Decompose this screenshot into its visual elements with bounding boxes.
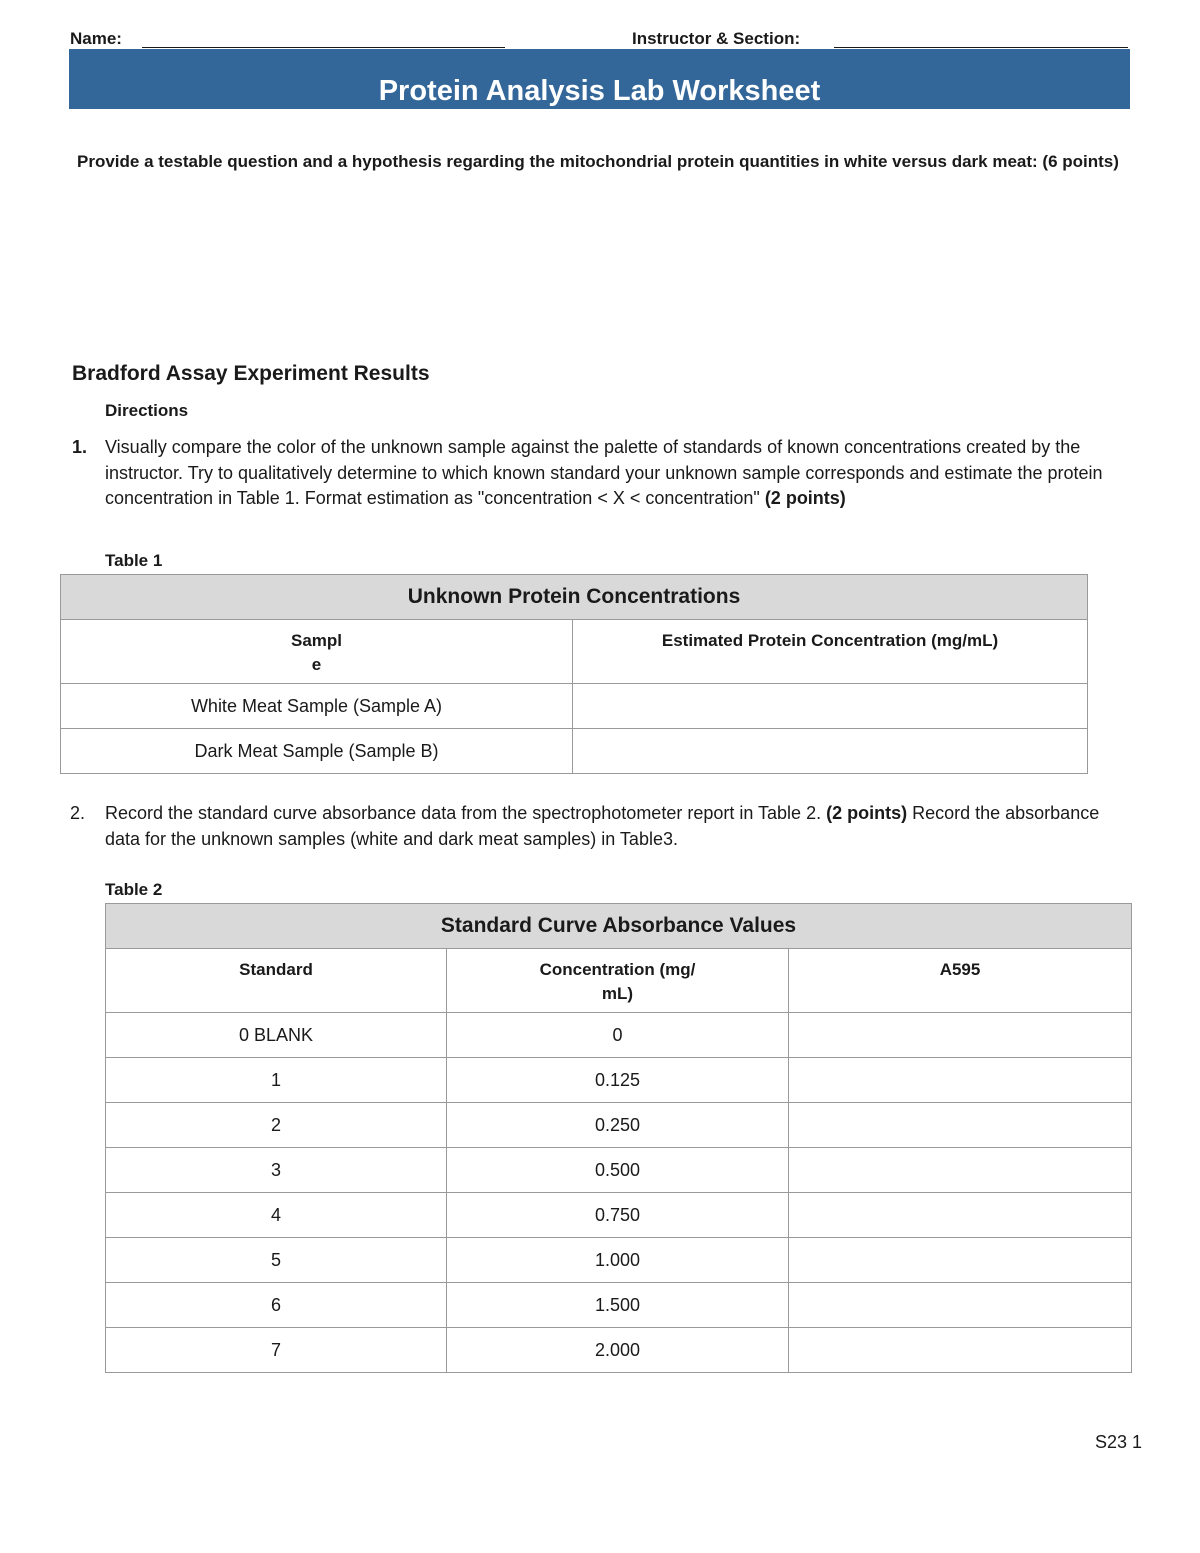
estimate-input-cell[interactable] <box>573 729 1088 774</box>
section-title: Bradford Assay Experiment Results <box>72 362 430 385</box>
table-row <box>106 1148 1132 1193</box>
concentration-cell: 2.000 <box>447 1328 789 1373</box>
page-number: S23 1 <box>1094 1432 1142 1452</box>
concentration-cell: 0.250 <box>447 1103 789 1148</box>
item-1-text <box>105 435 1115 512</box>
concentration-cell: 1.500 <box>447 1283 789 1328</box>
table-row <box>106 1283 1132 1328</box>
table-2-label: Table 2 <box>105 880 163 899</box>
table-row <box>106 1058 1132 1103</box>
concentration-cell: 0.500 <box>447 1148 789 1193</box>
standard-cell: 3 <box>106 1148 447 1193</box>
a595-input-cell[interactable] <box>789 1283 1132 1328</box>
name-label: Name: <box>70 29 122 48</box>
item-1-body: Visually compare the color of the unknown sample against the palette of standards of known concentrations created by the instructor. Try to qualitatively determine to which known standard your unknown sample corresponds and estimate the protein concentration in Table 1. Format estimation as "concentration < X < concentration" <box>105 437 1103 508</box>
table-1 <box>60 574 1088 774</box>
table-row <box>61 729 1088 774</box>
standard-cell: 2 <box>106 1103 447 1148</box>
standard-cell: 4 <box>106 1193 447 1238</box>
a595-input-cell[interactable] <box>789 1013 1132 1058</box>
concentration-cell: 1.000 <box>447 1238 789 1283</box>
table-2-title: Standard Curve Absorbance Values <box>106 904 1132 949</box>
name-field[interactable] <box>142 47 505 48</box>
table-2-header-a595: A595 <box>789 949 1132 1013</box>
standard-cell: 6 <box>106 1283 447 1328</box>
estimate-input-cell[interactable] <box>573 684 1088 729</box>
item-2-body-b: Record the absorbance data for the unknown samples (white and dark meat samples) in Table3. <box>105 803 1100 849</box>
a595-input-cell[interactable] <box>789 1058 1132 1103</box>
standard-cell: 5 <box>106 1238 447 1283</box>
table-row <box>106 1328 1132 1373</box>
item-1-number: 1. <box>72 437 88 457</box>
hypothesis-prompt: Provide a testable question and a hypothesis regarding the mitochondrial protein quantities in white versus dark meat: (6 points) <box>77 152 1119 171</box>
item-1-points: (2 points) <box>764 488 846 508</box>
item-2-points: (2 points) <box>826 803 908 823</box>
a595-input-cell[interactable] <box>789 1238 1132 1283</box>
table-1-header-sample: Sampl e <box>61 620 573 684</box>
item-2-body-a: Record the standard curve absorbance data from the spectrophotometer report in Table 2. <box>105 803 827 823</box>
directions-heading: Directions <box>105 401 189 420</box>
table-2-header-concentration: Concentration (mg/ mL) <box>447 949 789 1013</box>
table-1-title: Unknown Protein Concentrations <box>61 575 1088 620</box>
concentration-cell: 0 <box>447 1013 789 1058</box>
concentration-cell: 0.750 <box>447 1193 789 1238</box>
table-2-header-standard: Standard <box>106 949 447 1013</box>
table-1-label: Table 1 <box>105 551 163 570</box>
table-1-header-estimate: Estimated Protein Concentration (mg/mL) <box>573 620 1088 684</box>
a595-input-cell[interactable] <box>789 1148 1132 1193</box>
table-row <box>61 684 1088 729</box>
concentration-cell: 0.125 <box>447 1058 789 1103</box>
a595-input-cell[interactable] <box>789 1328 1132 1373</box>
instructor-section-field[interactable] <box>834 47 1128 48</box>
sample-cell: White Meat Sample (Sample A) <box>61 684 573 729</box>
item-2-text <box>105 801 1105 852</box>
instructor-section-label: Instructor & Section: <box>632 29 801 48</box>
table-row <box>106 1103 1132 1148</box>
title-banner <box>69 49 1130 109</box>
standard-cell: 1 <box>106 1058 447 1103</box>
standard-cell: 0 BLANK <box>106 1013 447 1058</box>
item-2-number: 2. <box>70 803 86 823</box>
standard-cell: 7 <box>106 1328 447 1373</box>
sample-cell: Dark Meat Sample (Sample B) <box>61 729 573 774</box>
a595-input-cell[interactable] <box>789 1193 1132 1238</box>
worksheet-title: Protein Analysis Lab Worksheet <box>378 75 821 107</box>
a595-input-cell[interactable] <box>789 1103 1132 1148</box>
table-2 <box>105 903 1132 1373</box>
table-row <box>106 1013 1132 1058</box>
table-row <box>106 1193 1132 1238</box>
table-row <box>106 1238 1132 1283</box>
